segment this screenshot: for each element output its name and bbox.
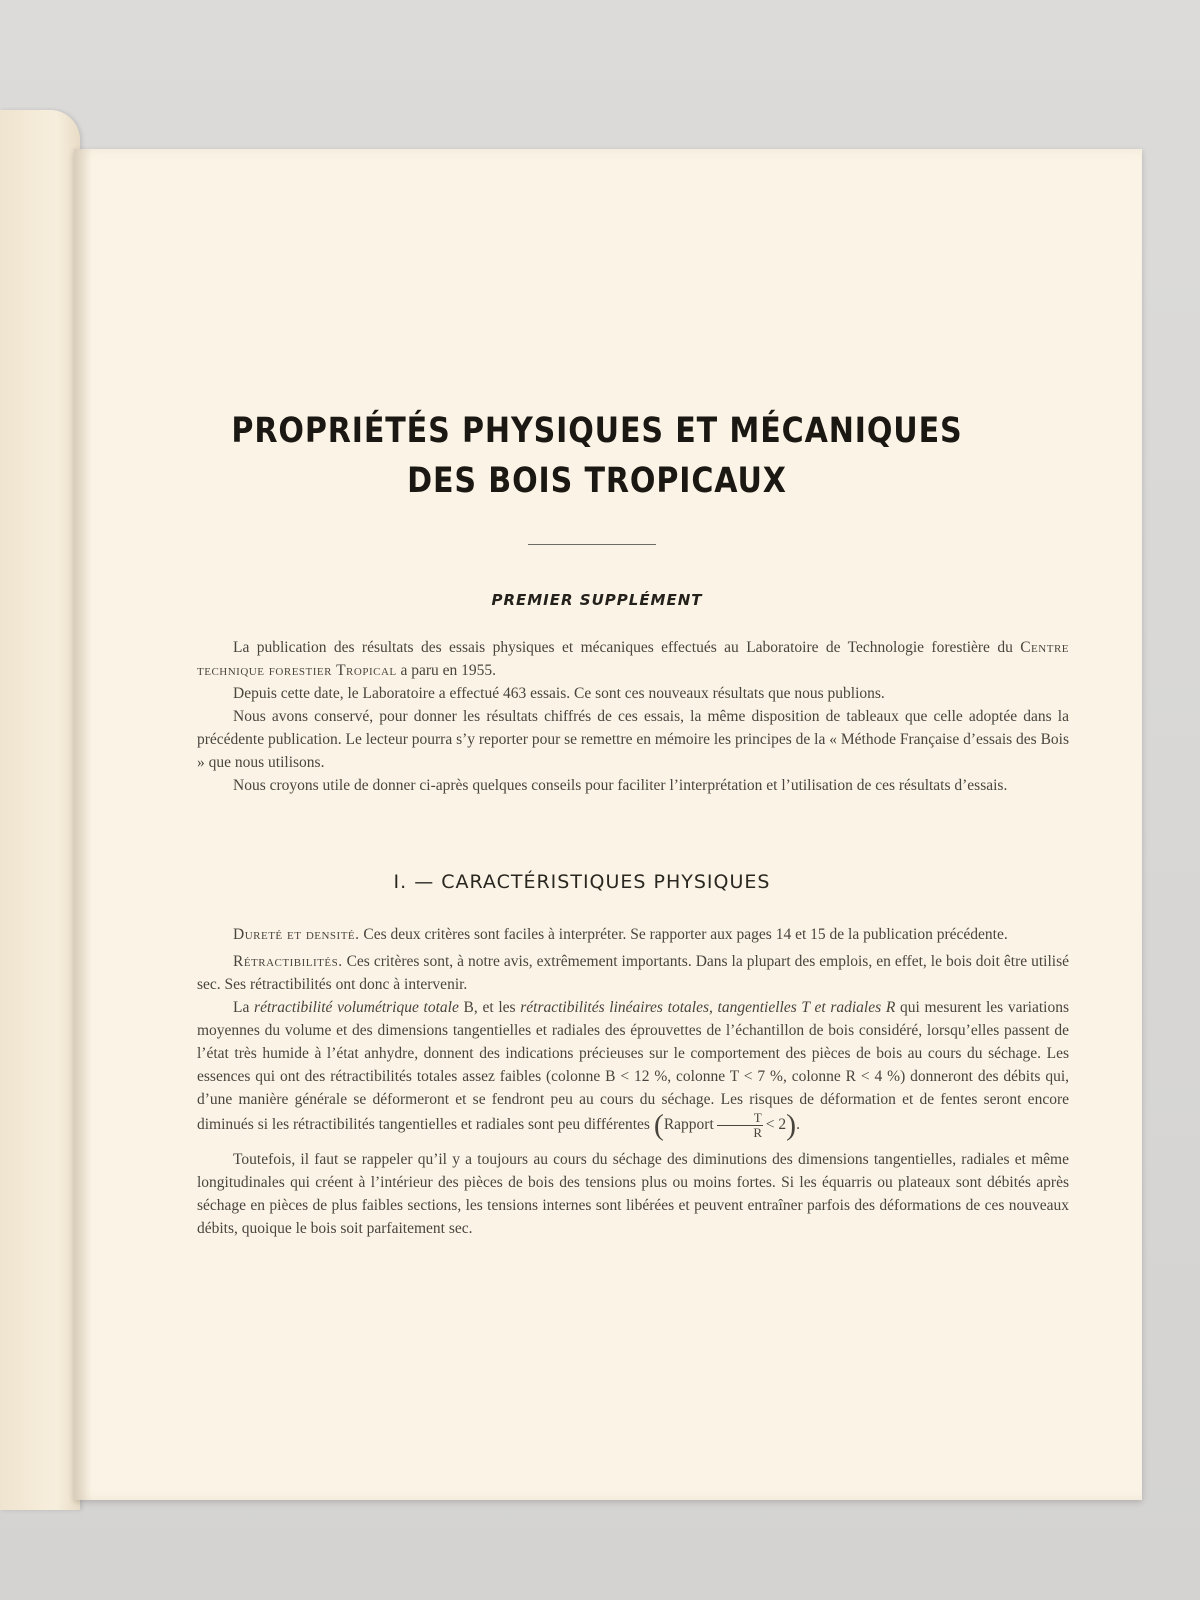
shrinkage-text: Ces critères sont, à notre avis, extrêmement importants. Dans la plupart des emplois, en effet, le bois doit être utilisé sec. Ses rétractibilités ont donc à intervenir. <box>197 953 1069 993</box>
tensions-paragraph: Toutefois, il faut se rappeler qu’il y a toujours au cours du séchage des diminutions des dimensions tangentielles, radiales et même longitudinales qui créent à l’intérieur des pièces de bois des tensions plus ou moins fortes. Si les équarris ou plateaux sont débités après séchage en pièces de plus faibles sections, les tensions internes sont libérées et peuvent entraîner parfois des déformations de ces nouveaux débits, quoique le bois soit parfaitement sec. <box>197 1151 1069 1237</box>
title-line-2: DES BOIS TROPICAUX <box>407 461 787 501</box>
fraction-denominator: R <box>753 1125 763 1140</box>
ratio-fraction <box>717 1111 763 1140</box>
detail-text-a: La <box>233 999 255 1016</box>
intro-p1-text-b: a paru en 1955. <box>396 662 497 679</box>
intro-paragraph-3: Nous avons conservé, pour donner les résultats chiffrés de ces essais, la même disposition de tableaux que celle adoptée dans la précédente publication. Le lecteur pourra s’y reporter pour se remettre en mémoire les principes de la « Méthode Française d’essais des Bois » que nous utilisons. <box>197 708 1069 771</box>
left-page-edge <box>0 110 80 1510</box>
ratio-limit: < 2 <box>765 1116 787 1134</box>
title-line-1: PROPRIÉTÉS PHYSIQUES ET MÉCANIQUES <box>231 411 963 451</box>
detail-text-c: qui mesurent les variations moyennes du volume et des dimensions tangentielles et radiales des éprouvettes de l’échantillon de bois considéré, lorsqu’elles passent de l’état très humide à l’état anhydre, donnent des indications précieuses sur le comportement des pièces de bois au cours du séchage. Les essences qui ont des rétractibilités totales assez faibles (colonne B < 12 %, colonne T < 7 %, colonne R < 4 %) donneront des débits qui, d’une manière générale se déformeront et se fendront peu au cours du séchage. Les risques de déformation et de fentes seront encore diminués si les rétractibilités tangentielles et radiales sont peu différentes <box>197 999 1070 1134</box>
page-title <box>147 406 1047 506</box>
hardness-text: Ces deux critères sont faciles à interpréter. Se rapporter aux pages 14 et 15 de la publication précédente. <box>359 926 1008 943</box>
book-page <box>74 149 1142 1500</box>
open-paren: ( <box>653 1108 664 1142</box>
volumetric-term: rétractibilité volumétrique totale <box>254 999 459 1016</box>
intro-paragraph-4: Nous croyons utile de donner ci-après quelques conseils pour faciliter l’interprétation et l’utilisation de ces résultats d’essais. <box>233 777 1008 794</box>
linear-term: rétractibilités linéaires totales, tangentielles T et radiales R <box>520 999 896 1016</box>
page-gutter-shadow <box>74 149 92 1500</box>
close-paren: ) <box>786 1108 797 1142</box>
intro-paragraph-2: Depuis cette date, le Laboratoire a effectué 463 essais. Ce sont ces nouveaux résultats que nous publions. <box>233 685 885 702</box>
shrinkage-paragraph <box>197 950 1069 996</box>
shrinkage-term: Rétractibilités. <box>233 953 343 970</box>
physical-section <box>197 923 1069 1244</box>
shrinkage-detail-paragraph: La rétractibilité volumétrique totale B, et les rétractibilités linéaires totales, tangentielles T et radiales R qui mesurent les variations moyennes du volume et des dimensions tangentielles et radiales des éprouvettes de l’échantillon de bois considéré, lorsqu’elles passent de l’état très humide à l’état anhydre, donnent des indications précieuses sur le comportement des pièces de bois au cours du séchage. Les essences qui ont des rétractibilités totales assez faibles (colonne B < 12 %, colonne T < 7 %, colonne R < 4 %) donneront des débits qui, d’une manière générale se déformeront et se fendront peu au cours du séchage. Les risques de déformation et de fentes seront encore diminués si les rétractibilités tangentielles et radiales sont peu différentes (Rapport $\frac{T}{R}$ < 2). <box>197 999 1070 1142</box>
title-divider <box>528 544 656 545</box>
hardness-term: Dureté et densité. <box>233 926 360 943</box>
hardness-paragraph <box>197 923 1069 946</box>
section-heading: I. — CARACTÉRISTIQUES PHYSIQUES <box>393 871 771 893</box>
intro-paragraph-1 <box>197 636 1069 682</box>
subtitle: PREMIER SUPPLÉMENT <box>491 591 703 609</box>
fraction-numerator: T <box>717 1111 763 1126</box>
ratio-label: Rapport <box>663 1116 714 1134</box>
institution-name: Centre technique forestier Tropical <box>197 639 1069 679</box>
detail-text-b: B, et les <box>458 999 521 1016</box>
intro-p1-text-a: La publication des résultats des essais physiques et mécaniques effectués au Laboratoire de Technologie forestière du <box>233 639 1021 656</box>
intro-section <box>197 636 1069 797</box>
